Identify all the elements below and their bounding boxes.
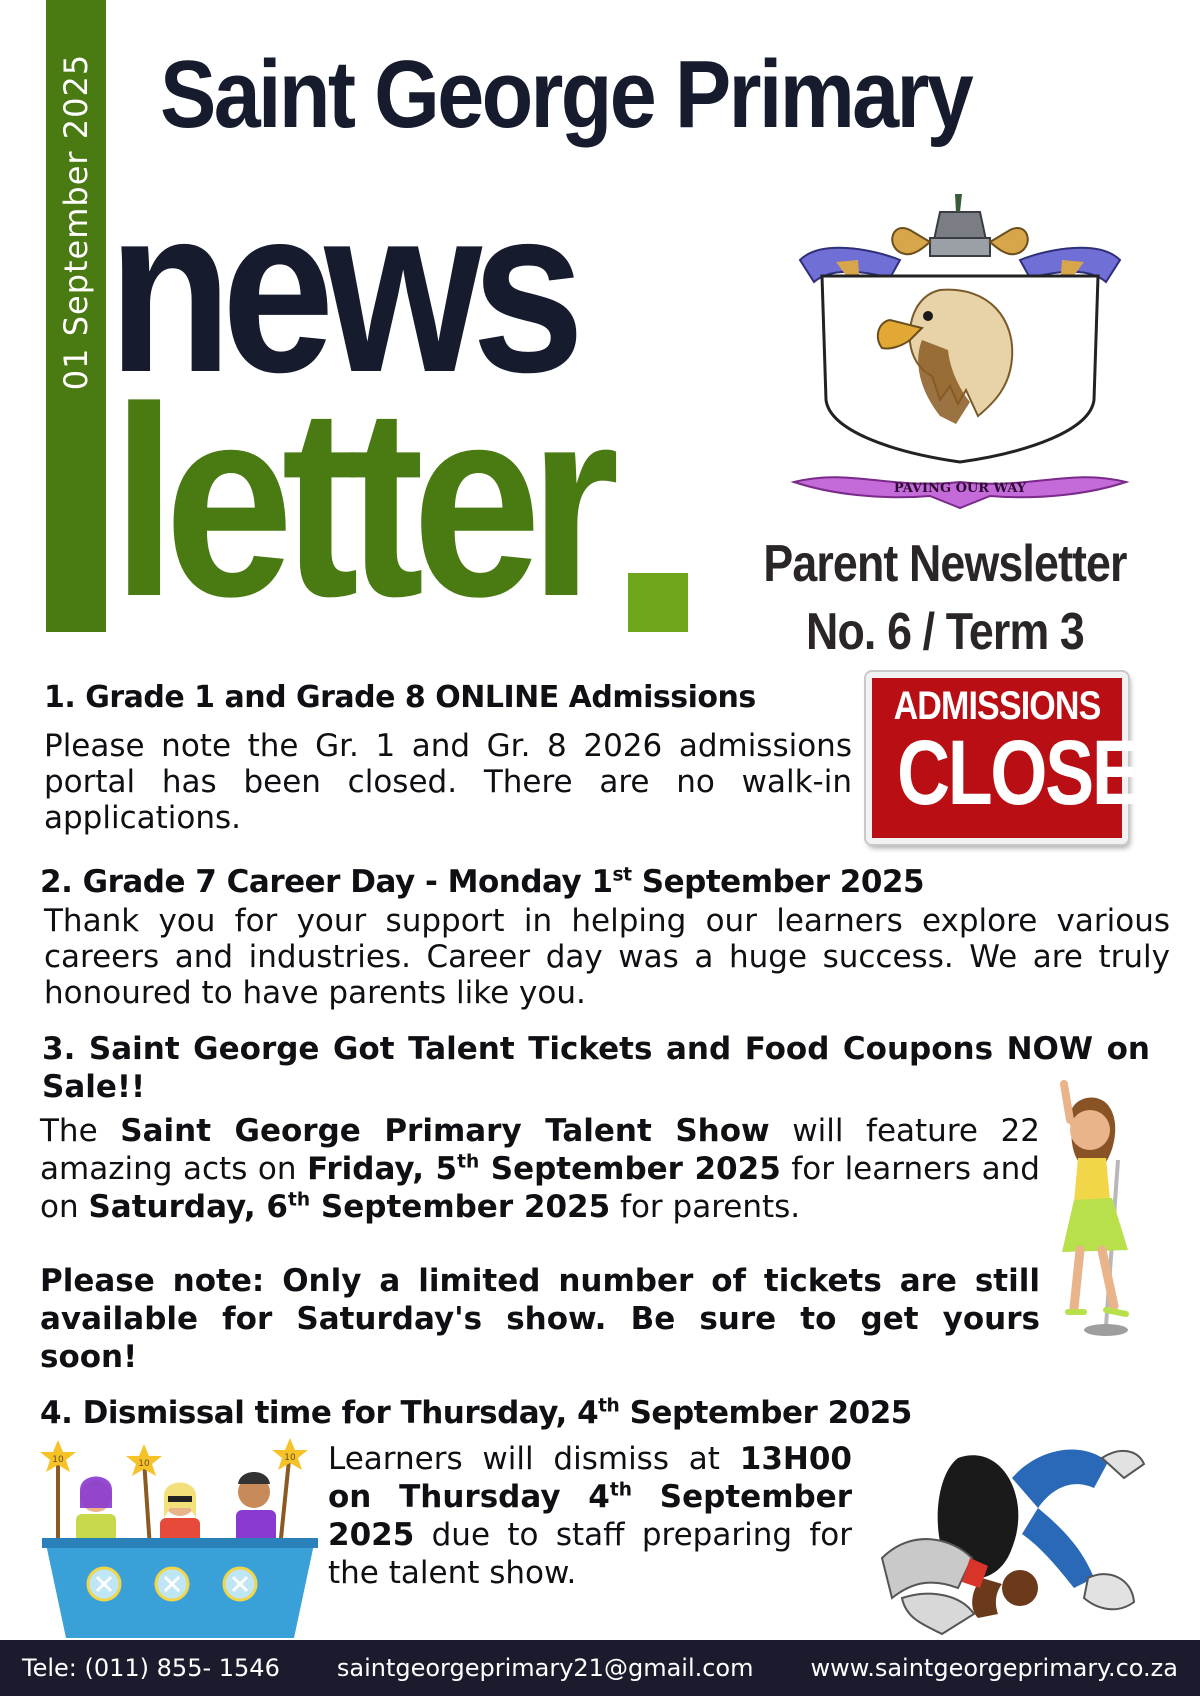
section-3-body: The Saint George Primary Talent Show will feature 22 amazing acts on Friday, 5th September 2025 for learners and on Saturday, 6th September 2025 for parents. (40, 1113, 1040, 1225)
issue-date: 01 September 2025 (57, 53, 95, 391)
section-1-heading: 1. Grade 1 and Grade 8 ONLINE Admissions (44, 680, 756, 715)
sign-bottom-text: CLOSED (897, 722, 1190, 824)
section-4-heading: 4. Dismissal time for Thursday, 4th September 2025 (40, 1395, 912, 1431)
judge-card-3: 10 (284, 1453, 296, 1463)
title-period-square (628, 573, 688, 632)
section-2-body: Thank you for your support in helping our learners explore various careers and industries. Career day was a huge success. We are truly honoured to have parents like you. (44, 903, 1170, 1011)
section-4-body: Learners will dismiss at 13H00 on Thursday 4th September 2025 due to staff preparing for the talent show. (328, 1441, 852, 1591)
footer-telephone[interactable]: Tele: (011) 855- 1546 (22, 1654, 280, 1682)
judge-card-2: 10 (138, 1459, 150, 1469)
judge-card-1: 10 (52, 1455, 64, 1465)
sign-top-text: ADMISSIONS (893, 684, 1101, 728)
title-word-news: news (108, 158, 575, 422)
talent-judges-illustration (40, 1438, 320, 1638)
admissions-closed-sign (866, 672, 1190, 844)
crest-motto: PAVING OUR WAY (893, 481, 1027, 496)
footer-website[interactable]: www.saintgeorgeprimary.co.za (810, 1654, 1178, 1682)
section-3-ticket-note: Please note: Only a limited number of tickets are still available for Saturday's show. Be sure to get yours soon! (40, 1263, 1040, 1375)
school-crest-logo (790, 190, 1130, 530)
section-3-heading: 3. Saint George Got Talent Tickets and Food Coupons NOW on Sale!! (42, 1031, 1150, 1105)
footer-email[interactable]: saintgeorgeprimary21@gmail.com (336, 1654, 754, 1682)
newsletter-issue-label (752, 530, 1139, 666)
newsletter-title-line: Parent Newsletter (763, 535, 1127, 593)
singer-illustration (1040, 1080, 1170, 1340)
breakdancer-illustration (862, 1438, 1152, 1638)
section-1-body: Please note the Gr. 1 and Gr. 8 2026 admissions portal has been closed. There are no walk-in applications. (44, 728, 852, 836)
section-2-heading: 2. Grade 7 Career Day - Monday 1st September 2025 (40, 864, 925, 900)
contact-footer (0, 1640, 1200, 1696)
newsletter-issue-line: No. 6 / Term 3 (806, 603, 1084, 661)
school-name: Saint George Primary (160, 41, 972, 148)
title-word-letter: letter (112, 352, 608, 653)
